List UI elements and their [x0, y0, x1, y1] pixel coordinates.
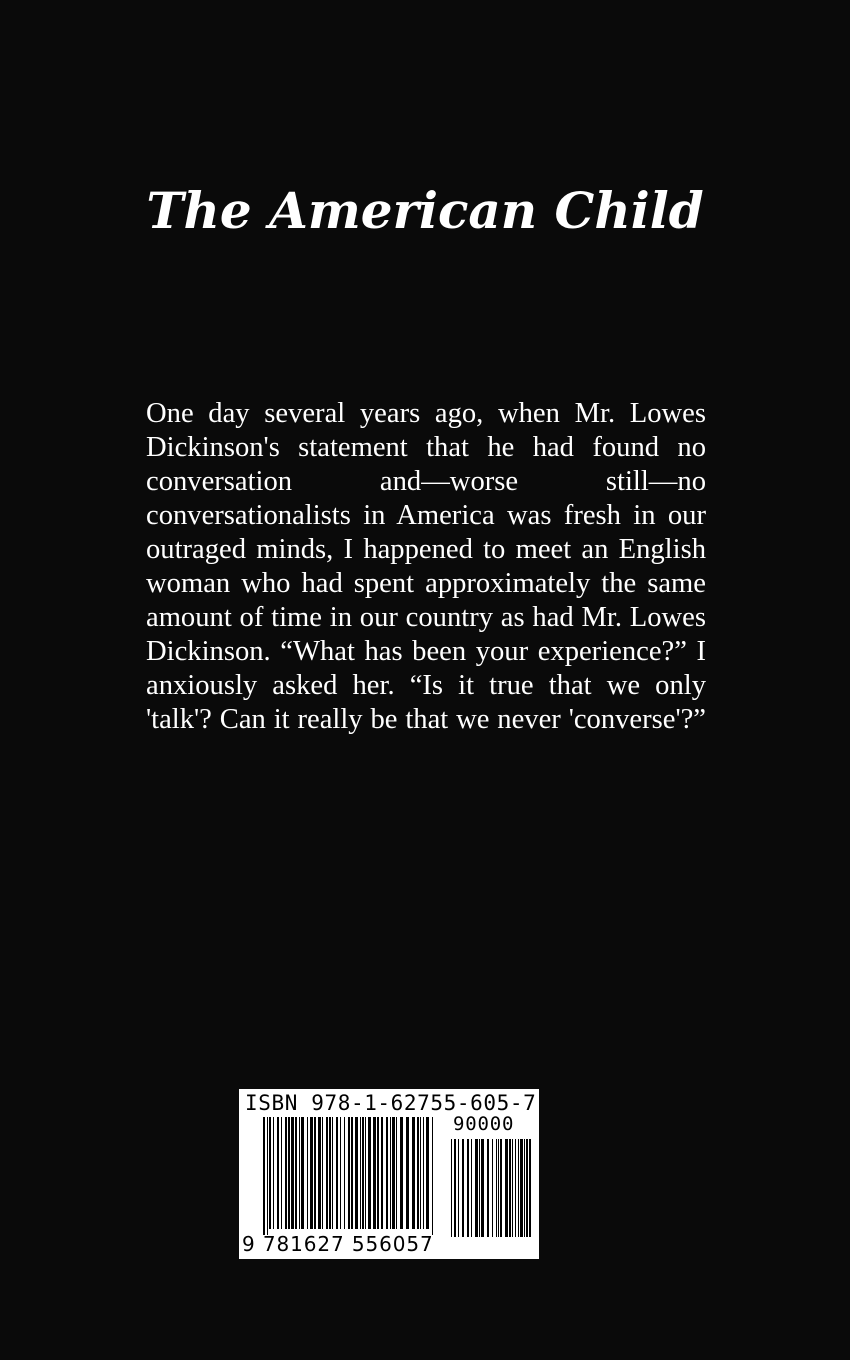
barcode-bar	[355, 1117, 358, 1229]
barcode-bar	[471, 1139, 472, 1237]
barcode-bar	[336, 1117, 338, 1229]
barcode-bar	[351, 1117, 353, 1229]
barcode-bar	[498, 1139, 499, 1237]
barcode-bar	[458, 1139, 459, 1237]
barcode-bar	[263, 1117, 265, 1235]
barcode-bar	[512, 1139, 513, 1237]
barcode-bar	[267, 1117, 268, 1235]
barcode-bar	[426, 1117, 429, 1229]
barcode-bar	[432, 1117, 433, 1235]
barcode-bar	[365, 1117, 366, 1229]
barcode-bar	[269, 1117, 271, 1229]
isbn-barcode	[239, 1089, 539, 1259]
barcode-bar	[291, 1117, 294, 1229]
barcode-bar	[496, 1139, 497, 1237]
barcode-bar	[400, 1117, 403, 1229]
barcode-bar	[326, 1117, 328, 1229]
book-title: The American Child	[146, 181, 704, 240]
barcode-bar	[390, 1117, 391, 1229]
barcode-bar	[386, 1117, 388, 1229]
barcode-bar	[487, 1139, 489, 1237]
barcode-bar	[509, 1139, 511, 1237]
barcode-bar	[373, 1117, 376, 1229]
barcode-bar	[332, 1117, 333, 1229]
barcode-bar	[362, 1117, 364, 1229]
barcode-bar	[412, 1117, 415, 1229]
barcode-bar	[314, 1117, 316, 1229]
barcode-bar	[310, 1117, 313, 1229]
barcode-bar	[285, 1117, 287, 1229]
barcode-bar	[344, 1117, 345, 1229]
barcode-bar	[322, 1117, 323, 1229]
barcode-bar	[520, 1139, 523, 1237]
ean-digits: 9 781627 556057	[242, 1232, 434, 1256]
barcode-bar	[481, 1139, 484, 1237]
barcode-bar	[301, 1117, 304, 1229]
price-code: 90000	[453, 1113, 515, 1135]
addon-bars	[451, 1139, 531, 1237]
barcode-bar	[288, 1117, 290, 1229]
barcode-bar	[340, 1117, 341, 1229]
barcode-bar	[368, 1117, 371, 1229]
barcode-bar	[392, 1117, 395, 1229]
barcode-bar	[273, 1117, 274, 1229]
isbn-label: ISBN 978-1-62755-605-7	[245, 1091, 537, 1115]
barcode-bar	[475, 1139, 478, 1237]
barcode-bar	[492, 1139, 493, 1237]
barcode-bar	[420, 1117, 421, 1229]
barcode-bar	[307, 1117, 308, 1229]
barcode-bar	[454, 1139, 456, 1237]
barcode-bar	[417, 1117, 419, 1229]
barcode-bar	[500, 1139, 502, 1237]
barcode-bar	[277, 1117, 279, 1229]
barcode-bar	[396, 1117, 397, 1229]
barcode-bar	[451, 1139, 452, 1237]
ean-bars	[263, 1117, 433, 1235]
barcode-bar	[299, 1117, 300, 1229]
barcode-bar	[406, 1117, 409, 1229]
barcode-bar	[348, 1117, 350, 1229]
barcode-bar	[377, 1117, 379, 1229]
barcode-bar	[423, 1117, 424, 1229]
barcode-bar	[515, 1139, 516, 1237]
barcode-bar	[329, 1117, 331, 1229]
barcode-bar	[360, 1117, 361, 1229]
barcode-bar	[295, 1117, 297, 1229]
barcode-bar	[518, 1139, 519, 1237]
barcode-bar	[381, 1117, 383, 1229]
barcode-bar	[467, 1139, 469, 1237]
barcode-bar	[526, 1139, 528, 1237]
book-blurb: One day several years ago, when Mr. Lowes Dickinson's statement that he had found no conversation and—worse still—no conversationalists in America was fresh in our outraged minds, I happened to meet an English woman who had spent approximately the same amount of time in our country as had Mr. Lowes Dickinson. “What has been your experience?” I anxiously asked her. “Is it true that we only 'talk'? Can it really be that we never 'converse'?”	[146, 398, 706, 735]
barcode-bar	[479, 1139, 480, 1237]
barcode-bar	[281, 1117, 282, 1229]
barcode-bar	[529, 1139, 531, 1237]
barcode-bar	[505, 1139, 508, 1237]
barcode-bar	[524, 1139, 525, 1237]
barcode-bar	[318, 1117, 321, 1229]
barcode-bar	[462, 1139, 464, 1237]
